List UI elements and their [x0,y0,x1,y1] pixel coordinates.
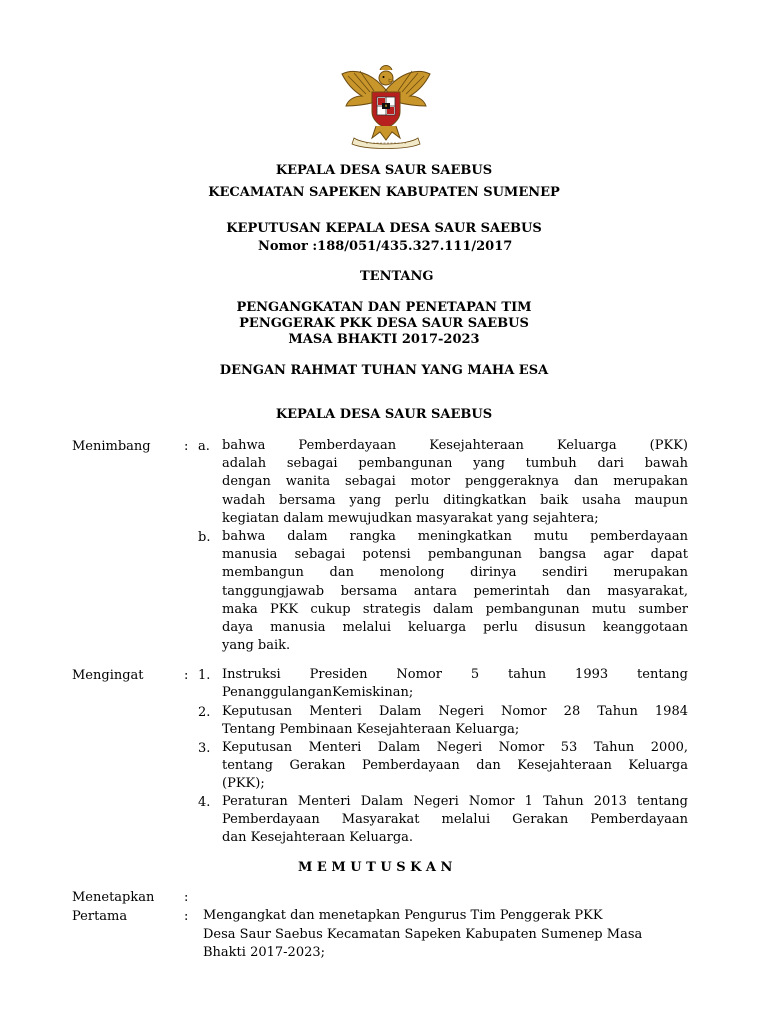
mengingat-item-1-text [222,666,688,702]
tentang-heading: TENTANG [360,269,434,284]
mengingat-item-3-text [222,739,688,794]
text-line: Peraturan Menteri Dalam Negeri Nomor 1 Tahun 2013 tentang [222,794,688,809]
text-line: tanggungjawab bersama antara pemerintah dan masyarakat, [222,583,688,599]
mengingat-item-2-text [222,703,688,739]
mengingat-label: Mengingat [72,668,144,683]
subject-line-1: PENGANGKATAN DAN PENETAPAN TIM [236,300,532,315]
text-line: Tentang Pembinaan Kesejahteraan Keluarga; [222,722,520,738]
text-line: daya manusia melalui keluarga perlu disusun keanggotaan [222,620,688,636]
text-line: PenanggulanganKemiskinan; [222,685,414,701]
text-line: membangun dan menolong dirinya sendiri merupakan [222,565,688,581]
blessing-line: DENGAN RAHMAT TUHAN YANG MAHA ESA [219,363,549,378]
pertama-colon: : [184,909,189,924]
text-line: Bhakti 2017-2023; [203,945,326,960]
menetapkan-colon: : [184,890,189,905]
text-line: (PKK); [222,776,265,792]
memutuskan-heading: M E M U T U S K A N [298,860,453,875]
authority-line: KEPALA DESA SAUR SAEBUS [275,407,493,422]
menimbang-item-b-text [222,528,688,655]
text-line: Instruksi Presiden Nomor 5 tahun 1993 tentang [222,667,688,682]
subject-line-2: PENGGERAK PKK DESA SAUR SAEBUS [239,316,529,331]
text-line: dengan wanita sebagai motor penggeraknya dan merupakan [222,474,688,490]
item-marker: b. [198,530,211,545]
item-marker: 4. [198,795,211,810]
pertama-label: Pertama [72,909,128,924]
text-line: tentang Gerakan Pemberdayaan dan Kesejahteraan Keluarga [222,758,688,774]
text-line: Desa Saur Saebus Kecamatan Sapeken Kabupaten Sumenep Masa [203,926,643,942]
text-line: adalah sebagai pembangunan yang tumbuh dari bawah [222,456,688,472]
mengingat-colon: : [184,668,189,683]
text-line: maka PKK cukup strategis dalam pembangunan mutu sumber [222,601,688,617]
text-line: Pemberdayaan Masyarakat melalui Gerakan Pemberdayaan [222,812,688,828]
pertama-text [203,907,683,963]
decree-number: Nomor :188/051/435.327.111/2017 [258,239,513,254]
text-line: kegiatan dalam mewujudkan masyarakat yang sejahtera; [222,510,599,526]
decree-title: KEPUTUSAN KEPALA DESA SAUR SAEBUS [226,221,542,236]
item-marker: a. [198,439,210,454]
subject-line-3: MASA BHAKTI 2017-2023 [288,332,480,347]
text-line: bahwa dalam rangka meningkatkan mutu pemberdayaan [222,529,688,544]
menimbang-label: Menimbang [72,439,151,454]
header-district: KECAMATAN SAPEKEN KABUPATEN SUMENEP [208,185,560,200]
text-line: Keputusan Menteri Dalam Negeri Nomor 53 Tahun 2000, [222,740,688,755]
text-line: wadah bersama yang perlu ditingkatkan baik usaha maupun [222,492,688,508]
text-line: yang baik. [222,638,291,654]
text-line: manusia sebagai potensi pembangunan bangsa agar dapat [222,547,688,563]
menetapkan-label: Menetapkan [72,890,155,905]
text-line: Keputusan Menteri Dalam Negeri Nomor 28 Tahun 1984 [222,704,688,719]
item-marker: 3. [198,741,211,756]
garuda-emblem-icon [336,60,436,150]
menimbang-colon: : [184,439,189,454]
text-line: bahwa Pemberdayaan Kesejahteraan Keluarga (PKK) [222,438,688,453]
mengingat-item-4-text [222,793,688,848]
text-line: dan Kesejahteraan Keluarga. [222,830,414,846]
item-marker: 1. [198,668,211,683]
item-marker: 2. [198,705,211,720]
header-village-head: KEPALA DESA SAUR SAEBUS [275,163,493,178]
text-line: Mengangkat dan menetapkan Pengurus Tim Penggerak PKK [203,908,603,923]
menimbang-item-a-text [222,437,688,528]
